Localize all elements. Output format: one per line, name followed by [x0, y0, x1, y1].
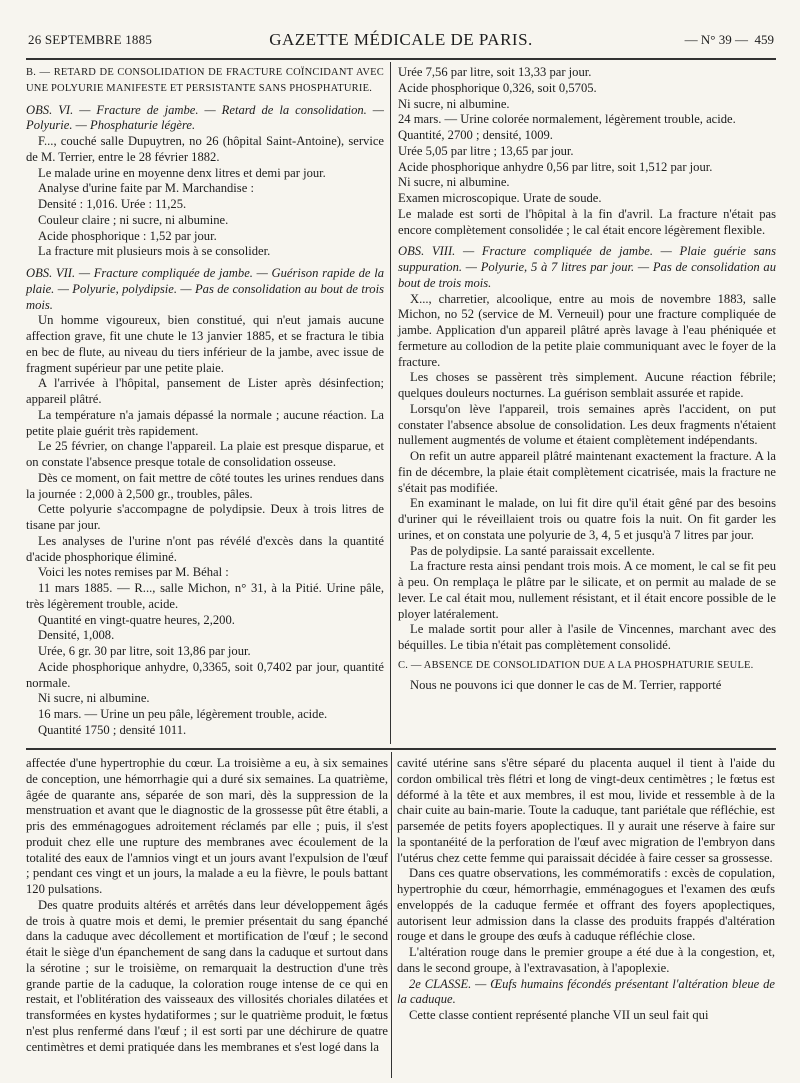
- issue-page: [685, 32, 774, 48]
- paragraph: Le malade sortit pour aller à l'asile de Vincennes, marchant avec des béquilles. Le tibia n'était pas complètement consolidé.: [398, 622, 776, 652]
- paragraph: cavité utérine sans s'être séparé du placenta auquel il tient à l'aide du cordon ombilical très flétri et long de vingt-deux centimètres ; le fœtus est déformé à la tête et aux membres, il est mou, livide et ressemble à de la chair cuite au bain-marie. Toute la caduque, tant pariétale que réfléchie, est parsemée de petits foyers apoplectiques. Il y aurait une réserve à faire sur la spontanéité de la perforation de l'œuf avec migration de l'embryon dans l'utérus chez cette femme qui paraissait décidée à faire cesser sa grossesse.: [397, 756, 775, 865]
- paragraph: 16 mars. — Urine un peu pâle, légèrement trouble, acide.: [38, 707, 328, 721]
- paragraph: 11 mars 1885. — R..., salle Michon, n° 31, à la Pitié. Urine pâle, très légèrement trouble, acide.: [26, 581, 384, 611]
- paragraph: Ni sucre, ni albumine.: [398, 175, 510, 190]
- paragraph: Cette classe contient représenté planche VII un seul fait qui: [409, 1008, 709, 1022]
- paragraph: 24 mars. — Urine colorée normalement, légèrement trouble, acide.: [398, 112, 736, 127]
- section-heading-b: B. — RETARD DE CONSOLIDATION DE FRACTURE COÏNCIDANT AVEC UNE POLYURIE MANIFESTE ET PERSISTANTE SANS PHOSPHATURIE.: [26, 67, 384, 94]
- paragraph: Des quatre produits altérés et arrêtés dans leur développement âgés de trois à quatre mois et demi, le premier présentait du sang épanché dans la caduque avec décollement et mortification de l'œuf ; le second était le siège d'un épanchement de sang dans la caduque et surtout dans la sérotine ; sur le troisième, on remarquait la destruction d'une très grande partie de la caduque, la coloration rouge intense de ce qui en restait, et l'oblitération des vaisseaux des villosités choriales dilatées et transformées en kystes hydatiformes ; sur le quatrième produit, le fœtus n'est plus renfermé dans l'œuf ; il est sorti par une déchirure de quatre centimètres et demi pratiquée dans les membranes et s'est logé dans la: [26, 897, 388, 1054]
- obs-heading: OBS. VII. — Fracture compliquée de jambe. — Guérison rapide de la plaie. — Polyurie, polydipsie. — Pas de consolidation au bout de trois mois.: [26, 266, 384, 312]
- paragraph: Analyse d'urine faite par M. Marchandise :: [38, 181, 254, 196]
- paragraph: Urée 5,05 par litre ; 13,65 par jour.: [398, 143, 574, 158]
- paragraph: Ni sucre, ni albumine.: [398, 96, 510, 111]
- obs-heading: OBS. VIII. — Fracture compliquée de jambe. — Plaie guérie sans suppuration. — Polyurie, 5 à 7 litres par jour. — Pas de consolidation au bout de trois mois.: [398, 244, 776, 290]
- paragraph: Pas de polydipsie. La santé paraissait excellente.: [410, 543, 655, 558]
- column-left-bottom: [26, 756, 388, 1055]
- column-right-bottom: [397, 756, 775, 1024]
- section-rule: [26, 748, 776, 750]
- paragraph: Acide phosphorique anhydre 0,56 par litre, soit 1,512 par jour.: [398, 159, 713, 174]
- paragraph: Couleur claire ; ni sucre, ni albumine.: [38, 212, 229, 227]
- paragraph: Dès ce moment, on fait mettre de côté toutes les urines rendues dans la journée : 2,000 à 2,500 gr., troubles, pâles.: [26, 470, 384, 501]
- paragraph: Densité, 1,008.: [38, 628, 115, 643]
- journal-title: GAZETTE MÉDICALE DE PARIS.: [269, 30, 533, 49]
- paragraph: Quantité en vingt-quatre heures, 2,200.: [38, 612, 235, 627]
- page-number: 459: [754, 32, 774, 47]
- paragraph: Un homme vigoureux, bien constitué, qui n'eut jamais aucune affection grave, fit une chute le 13 janvier 1885, et se fractura le tibia en bec de flute, au niveau du tiers inférieur de la jambe, avec issue de fragment supérieur par une petite plaie.: [26, 313, 384, 375]
- paragraph: Les choses se passèrent très simplement. Aucune réaction fébrile; quelques douleurs nocturnes. La guérison semblait assurée et rapide.: [398, 370, 776, 400]
- paragraph: Dans ces quatre observations, les commémoratifs : excès de copulation, hypertrophie du cœur, hémorrhagie, emménagogues et l'examen des œufs enveloppés de la caduque fermée et offrant des foyers apoplectiques, autorisent leur admission dans la classe des produits frappés d'altération rouge et dans le groupe des œufs à caduque réfléchie close.: [397, 866, 775, 944]
- paragraph: Examen microscopique. Urate de soude.: [398, 191, 602, 205]
- issue-date: 26 SEPTEMBRE 1885: [28, 32, 153, 47]
- paragraph: affectée d'une hypertrophie du cœur. La troisième a eu, à six semaines de conception, une hémorrhagie qui a duré six semaines. La quatrième, âgée de quarante ans, séparée de son mari, dès la suppression de la menstruation et avant que le diagnostic de la grossesse pût être établi, a pris des emménagogues adroitement réclamés par elle ; puis, il s'est produit chez elle une rupture des membranes avec écoulement de la totalité des eaux de l'amnios vingt et un jours avant l'expulsion de l'œuf ; pendant ces vingt et un jours, la malade a eu la fièvre, le pouls battant 120 pulsations.: [26, 756, 388, 896]
- paragraph: Ni sucre, ni albumine.: [38, 691, 150, 706]
- paragraph: Le 25 février, on change l'appareil. La plaie est presque disparue, et on constate l'absence presque totale de consolidation osseuse.: [26, 439, 384, 469]
- paragraph: En examinant le malade, on lui fit dire qu'il était gêné par des besoins d'uriner qui le réveillaient trois ou quatre fois la nuit. On fit garder les urines, et on constata une polyurie de 3, 4, 5 et jusqu'à 7 litres par jour.: [398, 496, 776, 542]
- paragraph: Lorsqu'on lève l'appareil, trois semaines après l'accident, on put constater l'absence absolue de consolidation. Les deux fragments n'étaient nullement augmentés de volume et étaient complètement indépendants.: [398, 401, 776, 448]
- column-right-top: [398, 65, 776, 693]
- paragraph: X..., charretier, alcoolique, entre au mois de novembre 1883, salle Michon, no 52 (service de M. Verneuil) pour une fracture compliquée de jambe. Application d'un appareil plâtré après lavage à l'eau phéniquée et fermeture au collodion de la petite plaie communiquant avec le foyer de la fracture.: [398, 291, 776, 369]
- paragraph: Acide phosphorique : 1,52 par jour.: [38, 228, 217, 243]
- paragraph: Les analyses de l'urine n'ont pas révélé d'excès dans la quantité d'acide phosphorique éliminé.: [26, 533, 384, 564]
- paragraph: Urée, 6 gr. 30 par litre, soit 13,86 par jour.: [38, 644, 251, 658]
- paragraph: Urée 7,56 par litre, soit 13,33 par jour.: [398, 65, 592, 79]
- paragraph: Le malade urine en moyenne denx litres et demi par jour.: [38, 165, 326, 180]
- paragraph: Quantité 1750 ; densité 1011.: [38, 722, 187, 737]
- paragraph: Cette polyurie s'accompagne de polydipsie. Deux à trois litres de tisane par jour.: [26, 502, 384, 532]
- paragraph: Voici les notes remises par M. Béhal :: [38, 565, 229, 580]
- page-header: [28, 28, 774, 54]
- paragraph: La fracture resta ainsi pendant trois mois. A ce moment, le cal se fit peu à peu. On remplaça le plâtre par le silicate, et on permit au malade de se lever. Le cal était mou, nullement résistant, et il était encore possible de le ployer latéralement.: [398, 559, 776, 621]
- class-heading: 2e CLASSE. — Œufs humains fécondés présentant l'altération bleue de la caduque.: [397, 976, 775, 1007]
- paragraph: Nous ne pouvons ici que donner le cas de M. Terrier, rapporté: [410, 677, 722, 692]
- paragraph: Acide phosphorique anhydre, 0,3365, soit 0,7402 par jour, quantité normale.: [26, 659, 384, 690]
- paragraph: Le malade est sorti de l'hôpital à la fin d'avril. La fracture n'était pas encore complètement consolidée ; le cal était encore légèrement flexible.: [398, 206, 776, 237]
- paragraph: L'altération rouge dans le premier groupe a été due à la congestion, et, dans le second groupe, à l'extravasation, à l'apoplexie.: [397, 945, 775, 975]
- paragraph: Acide phosphorique 0,326, soit 0,5705.: [398, 80, 597, 95]
- obs-heading: OBS. VI. — Fracture de jambe. — Retard de la consolidation. — Polyurie. — Phosphaturie légère.: [26, 102, 384, 133]
- paragraph: A l'arrivée à l'hôpital, pansement de Lister après désinfection; appareil plâtré.: [26, 376, 384, 406]
- column-left-top: [26, 65, 384, 739]
- header-rule: [26, 58, 776, 60]
- section-heading-c: C. — ABSENCE DE CONSOLIDATION DUE A LA PHOSPHATURIE SEULE.: [398, 659, 754, 671]
- paragraph: F..., couché salle Dupuytren, no 26 (hôpital Saint-Antoine), service de M. Terrier, entre le 28 février 1882.: [26, 134, 384, 164]
- paragraph: La fracture mit plusieurs mois à se consolider.: [38, 244, 271, 259]
- paragraph: La température n'a jamais dépassé la normale ; aucune réaction. La petite plaie guérit très rapidement.: [26, 407, 384, 438]
- issue-number: — N° 39 —: [684, 32, 748, 47]
- paragraph: Densité : 1,016. Urée : 11,25.: [38, 197, 187, 211]
- column-divider-bottom: [391, 752, 392, 1078]
- paragraph: Quantité, 2700 ; densité, 1009.: [398, 128, 553, 142]
- paragraph: On refit un autre appareil plâtré maintenant exactement la fracture. A la fin de décembre, la plaie était complètement cicatrisée, mais la fracture ne s'était pas modifiée.: [398, 449, 776, 495]
- column-divider-top: [390, 62, 391, 744]
